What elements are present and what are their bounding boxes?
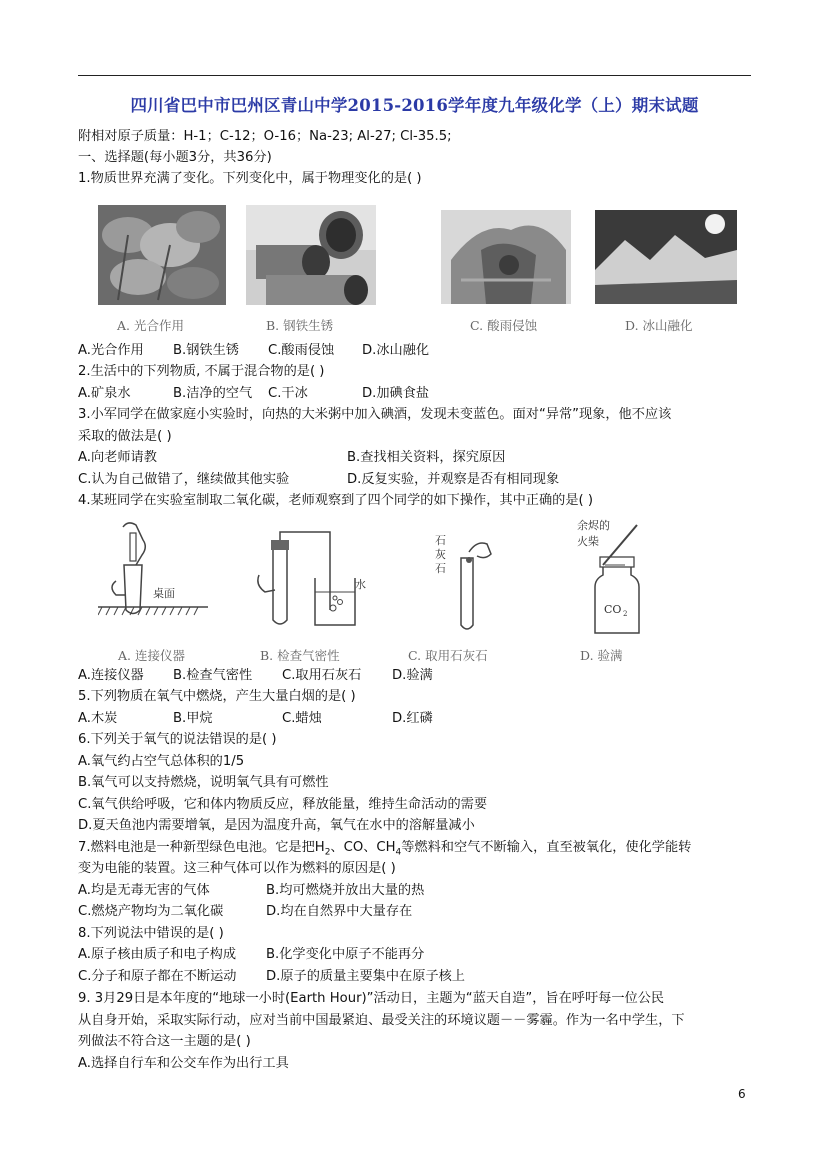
section-heading: 一、选择题(每小题3分，共36分) [78, 150, 272, 165]
q3-option-d: D.反复实验，并观察是否有相同现象 [347, 472, 560, 487]
q4-stem: 4.某班同学在实验室制取二氧化碳，老师观察到了四个同学的如下操作，其中正确的是( ) [78, 493, 593, 508]
q1-option-c: C.酸雨侵蚀 [268, 343, 335, 358]
q7-stem-line1 [78, 840, 691, 861]
q7-option-a: A.均是无毒无害的气体 [78, 883, 210, 898]
q3-stem-line2: 采取的做法是( ) [78, 429, 172, 444]
q9-stem-line3: 列做法不符合这一主题的是( ) [78, 1034, 251, 1049]
q8-option-a: A.原子核由质子和电子构成 [78, 947, 237, 962]
label-match-1: 余烬的 [577, 519, 610, 532]
q7-stem-line2: 变为电能的装置。这三种气体可以作为燃料的原因是( ) [78, 861, 396, 876]
q8-option-c: C.分子和原子都在不断运动 [78, 969, 237, 984]
q2-option-b: B.洁净的空气 [173, 386, 253, 401]
q3-option-c: C.认为自己做错了，继续做其他实验 [78, 472, 290, 487]
label-desk: 桌面 [153, 587, 175, 600]
q6-option-b: B.氧气可以支持燃烧，说明氧气具有可燃性 [78, 775, 329, 790]
q5-stem: 5.下列物质在氧气中燃烧，产生大量白烟的是( ) [78, 689, 356, 704]
q3-option-a: A.向老师请教 [78, 450, 157, 465]
q6-stem: 6.下列关于氧气的说法错误的是( ) [78, 732, 277, 747]
q4-option-b: B.检查气密性 [173, 668, 253, 683]
q9-stem-line1: 9. 3月29日是本年度的“地球一小时(Earth Hour)”活动日，主题为“蓝天自造”，旨在呼吁每一位公民 [78, 991, 665, 1006]
figure-gas-full-test [575, 515, 665, 640]
atomic-mass-line: 附相对原子质量：H-1；C-12；O-16；Na-23; Al-27; Cl-35.5; [78, 129, 452, 144]
q7-subscript-h2: 2 [324, 847, 331, 858]
q1-caption-c: C. 酸雨侵蚀 [470, 318, 538, 333]
q7-option-d: D.均在自然界中大量存在 [266, 904, 413, 919]
q7-stem-part2: 、CO、CH [330, 840, 396, 855]
q2-stem: 2.生活中的下列物质, 不属于混合物的是( ) [78, 364, 325, 379]
q9-option-a: A.选择自行车和公交车作为出行工具 [78, 1056, 289, 1071]
q1-caption-b: B. 钢铁生锈 [266, 318, 334, 333]
q6-option-c: C.氧气供给呼吸，它和体内物质反应，释放能量，维持生命活动的需要 [78, 797, 488, 812]
q7-stem-part3: 等燃料和空气不断输入，直至被氧化，使化学能转 [401, 840, 692, 855]
photo-iceberg [595, 210, 737, 304]
q8-option-b: B.化学变化中原子不能再分 [266, 947, 425, 962]
q1-option-b: B.钢铁生锈 [173, 343, 239, 358]
label-water: 水 [355, 578, 366, 591]
q5-option-a: A.木炭 [78, 711, 118, 726]
label-lime-2: 灰 [435, 548, 446, 561]
q2-option-a: A.矿泉水 [78, 386, 131, 401]
q5-option-b: B.甲烷 [173, 711, 213, 726]
q7-option-c: C.燃烧产物均为二氧化碳 [78, 904, 224, 919]
label-lime-3: 石 [435, 562, 446, 575]
photo-rusty-pipes [246, 205, 376, 305]
q8-stem: 8.下列说法中错误的是( ) [78, 926, 224, 941]
q7-option-b: B.均可燃烧并放出大量的热 [266, 883, 425, 898]
q5-option-d: D.红磷 [392, 711, 433, 726]
q1-caption-a: A. 光合作用 [117, 318, 184, 333]
q7-subscript-ch4: 4 [395, 847, 402, 858]
q4-option-a: A.连接仪器 [78, 668, 144, 683]
q8-option-d: D.原子的质量主要集中在原子核上 [266, 969, 465, 984]
q4-caption-c: C. 取用石灰石 [408, 648, 488, 663]
q4-option-d: D.验满 [392, 668, 433, 683]
photo-acid-rain-statue [441, 210, 571, 304]
page-title: 四川省巴中市巴州区青山中学2015-2016学年度九年级化学（上）期末试题 [130, 96, 699, 115]
q1-option-a: A.光合作用 [78, 343, 144, 358]
label-co2: CO [604, 603, 622, 616]
q4-caption-d: D. 验满 [580, 648, 623, 663]
figure-take-limestone [433, 530, 513, 640]
q2-option-d: D.加碘食盐 [362, 386, 430, 401]
q7-stem-part1: 7.燃料电池是一种新型绿色电池。它是把H [78, 840, 325, 855]
figure-connect-apparatus [98, 515, 208, 640]
q4-option-c: C.取用石灰石 [282, 668, 362, 683]
label-match-2: 火柴 [577, 535, 599, 548]
q4-caption-b: B. 检查气密性 [260, 648, 340, 663]
q3-option-b: B.查找相关资料，探究原因 [347, 450, 506, 465]
q4-caption-a: A. 连接仪器 [118, 648, 185, 663]
label-lime-1: 石 [435, 534, 446, 547]
header-rule [78, 75, 751, 76]
figure-check-airtightness [255, 530, 375, 635]
label-co2-subscript: 2 [623, 610, 628, 618]
q2-option-c: C.干冰 [268, 386, 308, 401]
q9-stem-line2: 从自身开始，采取实际行动，应对当前中国最紧迫、最受关注的环境议题－－雾霾。作为一名中学生，下 [78, 1013, 685, 1028]
q6-option-d: D.夏天鱼池内需要增氧，是因为温度升高，氧气在水中的溶解量减小 [78, 818, 475, 833]
q6-option-a: A.氧气约占空气总体积的1/5 [78, 754, 245, 769]
q5-option-c: C.蜡烛 [282, 711, 322, 726]
q1-option-d: D.冰山融化 [362, 343, 430, 358]
q3-stem-line1: 3.小军同学在做家庭小实验时，向热的大米粥中加入碘酒，发现未变蓝色。面对“异常”现象，他不应该 [78, 407, 672, 422]
q1-caption-d: D. 冰山融化 [625, 318, 693, 333]
photo-photosynthesis [98, 205, 226, 305]
q1-stem: 1.物质世界充满了变化。下列变化中，属于物理变化的是( ) [78, 171, 422, 186]
page-number: 6 [738, 1087, 746, 1101]
